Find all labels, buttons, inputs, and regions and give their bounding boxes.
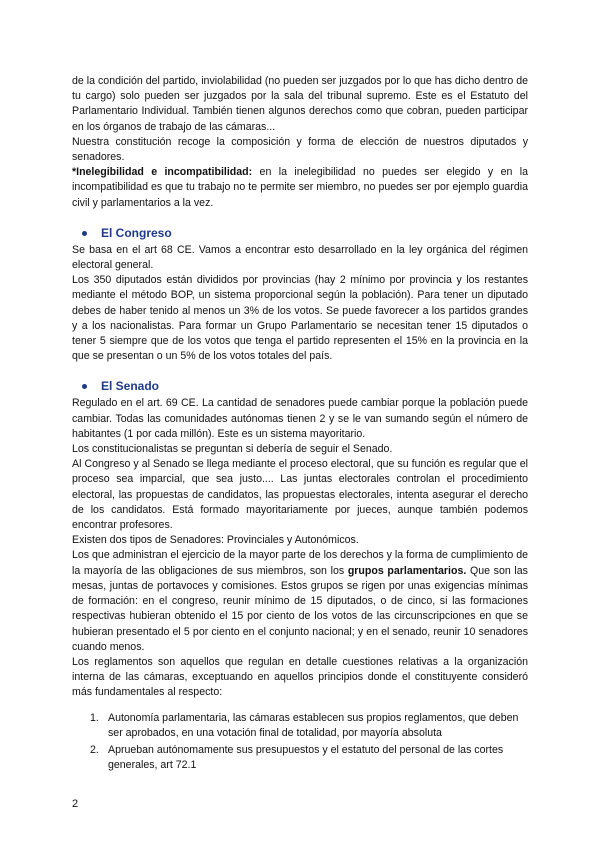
section-heading-congreso — [82, 226, 528, 241]
bullet-icon — [82, 384, 87, 389]
numbered-list — [72, 711, 528, 774]
text-span: Que son las mesas, juntas de portavoces y comisiones. Estos grupos se rigen por unas exigencias mínimas de formación: en el congreso, reunir mínimo de 15 diputados, o de cinco, si las formaciones respectivas hubieran obtenido el 15 por ciento de los votos de las circunscripciones en que se hubieran presentado el 5 por ciento en el conjunto nacional; y en el senado, reunir 10 senadores cuando menos. — [72, 564, 528, 653]
text-span: Los que administran el ejercicio de la mayor parte de los derechos y la forma de cumplimiento de la mayoría de las obligaciones de sus miembros, son los — [72, 549, 528, 577]
congreso-paragraph-2: Los 350 diputados están divididos por provincias (hay 2 mínimo por provincia y los restantes mediante el método BOP, un sistema proporcional según la población). Para tener un diputado debes de haber tenido al menos un 3% de los votos. Se puede favorecer a los partidos grandes y a los nacionalistas. Para formar un Grupo Parlamentario se necesitan tener 15 diputados o tener 5 siempre que de los votos que tenga el partido representen el 15% en la provincia en la que se presentan o un 5% de los votos totales del país. — [72, 274, 528, 363]
senado-paragraph-5 — [72, 548, 528, 654]
list-number: 1. — [90, 711, 99, 724]
term-bold: grupos parlamentarios. — [347, 564, 467, 577]
term-bold: *Inelegibilidad e incompatibilidad: — [72, 166, 253, 179]
section-heading-text: El Congreso — [101, 225, 172, 240]
list-item — [90, 711, 528, 741]
intro-paragraph-2: Nuestra constitución recoge la composición y forma de elección de nuestros diputados y senadores. — [72, 135, 528, 164]
senado-paragraph-3: Al Congreso y al Senado se llega mediante el proceso electoral, que su función es regular que el proceso sea imparcial, que sea justo.... Las juntas electorales controlan el procedimiento electoral, las propuestas de candidatos, las propuestas electorales, intenta asegurar el derecho de los candidatos. Está formado mayoritariamente por jueces, aunque también podemos encontrar profesores. — [72, 458, 528, 532]
term-definition: en la inelegibilidad no puedes ser elegido y en la incompatibilidad es que tu trabajo no te permite ser miembro, no puedes ser por ejemplo guardia civil y parlamentarios a la vez. — [72, 166, 528, 209]
congreso-paragraph-1: Se basa en el art 68 CE. Vamos a encontrar esto desarrollado en la ley orgánica del régimen electoral general. — [72, 243, 528, 272]
list-number: 2. — [90, 743, 99, 756]
bullet-icon — [82, 231, 87, 236]
list-text: Autonomía parlamentaria, las cámaras establecen sus propios reglamentos, que deben ser aprobados, en una votación final de totalidad, por mayoría absoluta — [108, 711, 519, 739]
list-item — [90, 743, 528, 773]
senado-paragraph-6: Los reglamentos son aquellos que regulan en detalle cuestiones relativas a la organización interna de las cámaras, exceptuando en aquellos principios donde el constituyente consideró más fundamentales al respecto: — [72, 655, 528, 699]
section-heading-senado — [82, 379, 528, 394]
page-number: 2 — [72, 798, 79, 810]
senado-paragraph-2: Los constitucionalistas se preguntan si debería de seguir el Senado. — [72, 443, 393, 456]
section-heading-text: El Senado — [101, 379, 160, 394]
senado-paragraph-4: Existen dos tipos de Senadores: Provinciales y Autonómicos. — [72, 534, 359, 547]
list-text: Aprueban autónomamente sus presupuestos y el estatuto del personal de las cortes generales, art 72.1 — [108, 743, 504, 772]
senado-paragraph-1: Regulado en el art. 69 CE. La cantidad de senadores puede cambiar porque la población puede cambiar. Todas las comunidades autónomas tienen 2 y se le van sumando según el número de habitantes (1 por cada millón). Este es un sistema mayoritario. — [72, 397, 528, 440]
intro-paragraph-3 — [72, 165, 528, 211]
intro-paragraph-1: de la condición del partido, inviolabilidad (no pueden ser juzgados por lo que has dicho dentro de tu cargo) solo pueden ser juzgados por la sala del tribunal supremo. Este es el Estatuto del Parlamentario Individual. También tienen algunos derechos como que cobran, pueden participar en los órganos de trabajo de las cámaras... — [72, 75, 528, 133]
